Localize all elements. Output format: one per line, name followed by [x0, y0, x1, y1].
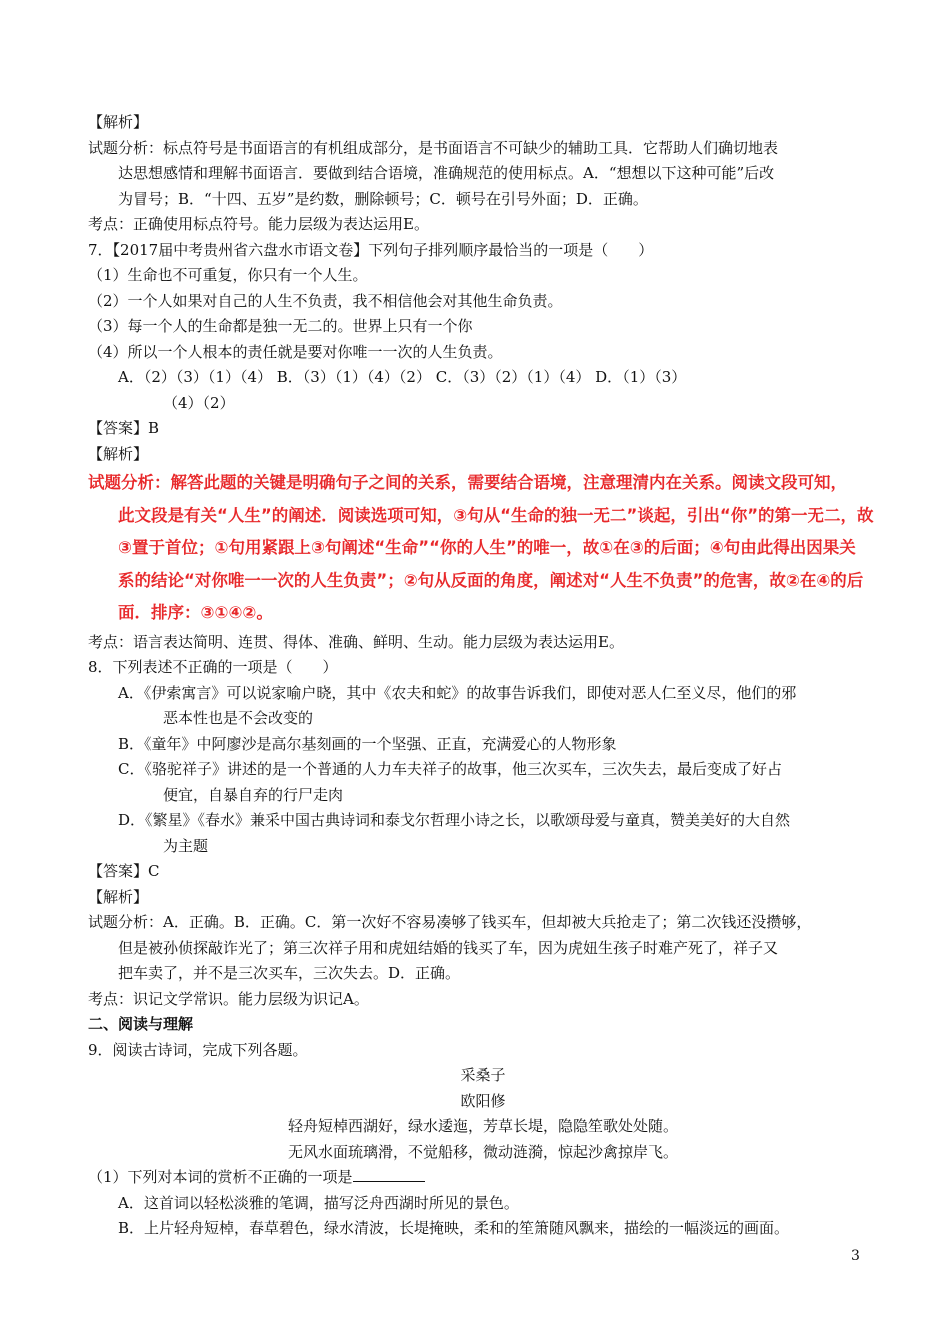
- answer-blank[interactable]: [353, 1167, 425, 1182]
- q8-analysis-line: 但是被孙侦探敲诈光了；第三次祥子用和虎妞结婚的钱买了车，因为虎妞生孩子时难产死了，祥子又: [118, 938, 779, 957]
- q7-options: A．（2）（3）（1）（4） B．（3）（1）（4）（2） C．（3）（2）（1）（4） D．（1）（3）: [118, 368, 687, 386]
- q8-option-c: C．《骆驼祥子》讲述的是一个普通的人力车夫祥子的故事，他三次买车，三次失去，最后变成了好占: [118, 760, 782, 778]
- q7-options-continued: （4）（2）: [163, 393, 235, 412]
- q8-option-c-cont: 便宜，自暴自弃的行尸走肉: [163, 785, 344, 804]
- q7-answer: 【答案】B: [88, 419, 160, 437]
- poem-line: 无风水面琉璃滑，不觉船移，微动涟漪，惊起沙禽掠岸飞。: [287, 1142, 678, 1161]
- q7-item: （4）所以一个人根本的责任就是要对你唯一一次的人生负责。: [88, 342, 503, 361]
- q6-analysis-line: 为冒号；B．“十四、五岁”是约数，删除顿号；C．顿号在引号外面；D．正确。: [118, 189, 648, 208]
- q8-kaodian: 考点：识记文学常识。能力层级为识记A。: [88, 989, 369, 1008]
- page-number: 3: [851, 1248, 860, 1264]
- q6-kaodian: 考点：正确使用标点符号。能力层级为表达运用E。: [88, 215, 429, 233]
- q7-analysis-line: ③置于首位；①句用紧跟上③句阐述“生命”“你的人生”的唯一，故①在③的后面；④句由此得出因果关: [118, 538, 856, 557]
- q7-analysis-tag: 【解析】: [88, 444, 149, 463]
- q7-analysis-line: 面．排序：③①④②。: [118, 603, 273, 622]
- q8-analysis-line: 试题分析：A．正确。B．正确。C．第一次好不容易凑够了钱买车，但却被大兵抢走了；第二次钱还没攒够，: [88, 913, 812, 931]
- q7-item: （3）每一个人的生命都是独一无二的。世界上只有一个你: [88, 317, 473, 335]
- q7-item: （1）生命也不可重复，你只有一个人生。: [88, 266, 368, 284]
- poem-author: 欧阳修: [460, 1091, 506, 1110]
- q9-sub1-option-b: B．上片轻舟短棹，春草碧色，绿水清波，长堤掩映，柔和的笙箫随风飘来，描绘的一幅淡远的画面。: [118, 1219, 790, 1237]
- q7-stem: 7．【2017届中考贵州省六盘水市语文卷】下列句子排列顺序最恰当的一项是（ ）: [88, 240, 654, 259]
- q8-option-d-cont: 为主题: [163, 836, 209, 855]
- section-heading: 二、阅读与理解: [88, 1015, 194, 1033]
- q8-option-d: D．《繁星》《春水》兼采中国古典诗词和泰戈尔哲理小诗之长，以歌颂母爱与童真，赞美美好的大自然: [118, 811, 791, 829]
- q8-stem: 8．下列表述不正确的一项是（ ）: [88, 658, 338, 676]
- q9-sub1-stem-text: （1）下列对本词的赏析不正确的一项是: [88, 1168, 353, 1186]
- q8-option-b: B．《童年》中阿廖沙是高尔基刻画的一个坚强、正直，充满爱心的人物形象: [118, 734, 617, 753]
- q6-analysis-line: 达思想感情和理解书面语言．要做到结合语境，准确规范的使用标点。A．“想想以下这种可能”后改: [118, 164, 775, 182]
- q7-kaodian: 考点：语言表达简明、连贯、得体、准确、鲜明、生动。能力层级为表达运用E。: [88, 632, 624, 651]
- q9-sub1-option-a: A．这首词以轻松淡雅的笔调，描写泛舟西湖时所见的景色。: [118, 1193, 519, 1212]
- poem-line: 轻舟短棹西湖好，绿水逶迤，芳草长堤，隐隐笙歌处处随。: [287, 1117, 678, 1135]
- document-page: [88, 110, 878, 1242]
- q8-analysis-tag: 【解析】: [88, 887, 149, 906]
- q6-analysis-line: 试题分析：标点符号是书面语言的有机组成部分，是书面语言不可缺少的辅助工具．它帮助人们确切地表: [88, 138, 779, 157]
- poem-title: 采桑子: [460, 1066, 506, 1084]
- q7-analysis-line: 此文段是有关“人生”的阐述．阅读选项可知，③句从“生命的独一无二”谈起，引出“你”的第一无二，故: [118, 505, 874, 525]
- q9-sub1-stem: [88, 1165, 878, 1191]
- q7-analysis-line: 系的结论“对你唯一一次的人生负责”；②句从反面的角度，阐述对“人生不负责”的危害，故②在④的后: [118, 570, 864, 590]
- q6-analysis-tag: 【解析】: [88, 113, 149, 131]
- q8-answer: 【答案】C: [88, 862, 160, 880]
- q7-item: （2）一个人如果对自己的人生不负责，我不相信他会对其他生命负责。: [88, 291, 563, 310]
- q8-option-a: A．《伊索寓言》可以说家喻户晓，其中《农夫和蛇》的故事告诉我们，即使对恶人仁至义尽，他们的邪: [118, 683, 797, 702]
- q8-analysis-line: 把车卖了，并不是三次买车，三次失去。D．正确。: [118, 964, 461, 982]
- q9-stem: 9．阅读古诗词，完成下列各题。: [88, 1040, 308, 1059]
- q8-option-a-cont: 恶本性也是不会改变的: [163, 709, 314, 727]
- q7-analysis-line: 试题分析：解答此题的关键是明确句子之间的关系，需要结合语境，注意理清内在关系。阅读文段可知，: [88, 473, 847, 492]
